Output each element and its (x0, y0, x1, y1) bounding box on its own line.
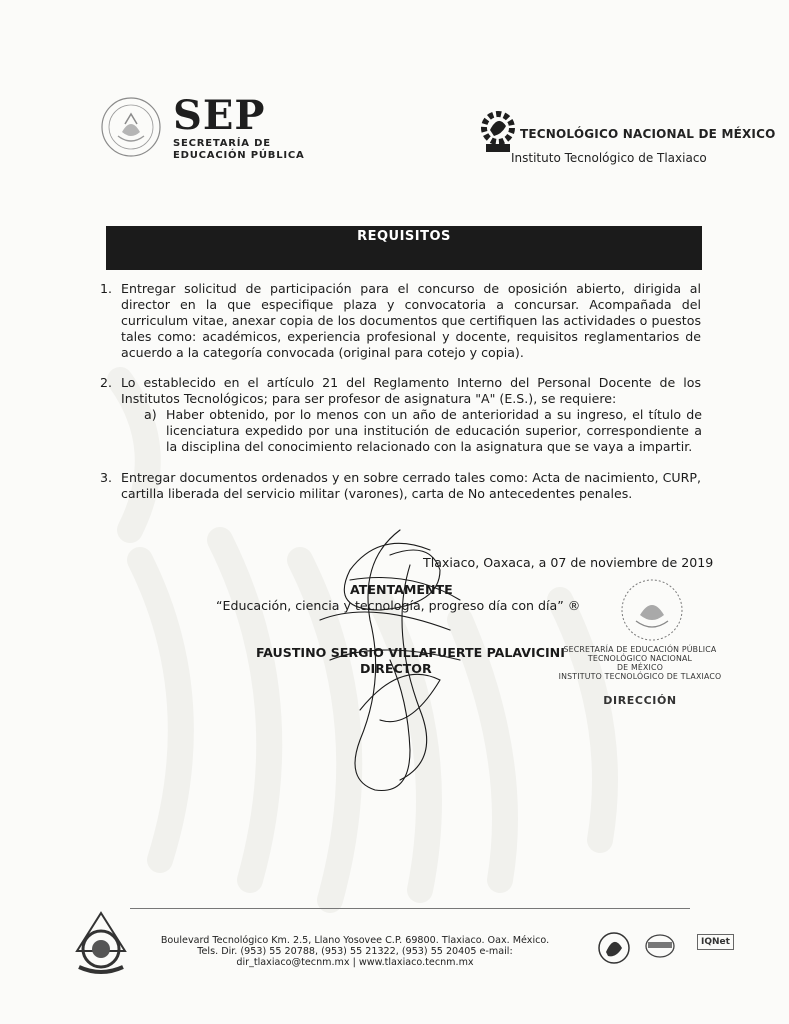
handwritten-signature (290, 510, 480, 800)
footer-divider (130, 908, 690, 909)
stamp-seal-icon (618, 577, 686, 643)
requirement-1-text: Entregar solicitud de participación para el concurso de oposición abierto, dirigida al director en la que especifique plaza y convocatoria a concursar. Acompañada del curriculum vitae, anexar copia de los documentos que certifiquen las actividades o puestos tales como: académicos, experiencia profesional y docente, requisitos reglamentarios de acuerdo a la categoría convocada (original para cotejo y copia). (121, 281, 701, 360)
mexico-seal-icon (100, 96, 162, 158)
requirement-1-number: 1. (100, 281, 113, 296)
sep-subtitle-line1: SECRETARÍA DE (173, 138, 271, 149)
place-date: Tlaxiaco, Oaxaca, a 07 de noviembre de 2019 (423, 555, 714, 570)
stamp-line2: TECNOLÓGICO NACIONAL (587, 654, 693, 663)
footer-phones: Tels. Dir. (953) 55 20788, (953) 55 21322, (953) 55 20405 e-mail: (197, 946, 513, 957)
footer-email-web: dir_tlaxiaco@tecnm.mx | www.tlaxiaco.tecnm.mx (236, 957, 474, 968)
stamp-text (545, 645, 735, 681)
requirement-2a-text: Haber obtenido, por lo menos con un año de anterioridad a su ingreso, el título de licenciatura expedido por una institución de educación superior, correspondiente a la disciplina del conocimiento relacionado con la asignatura que se vaya a impartir. (166, 407, 702, 454)
sep-subtitle-line2: EDUCACIÓN PÚBLICA (173, 150, 305, 161)
signer-role: DIRECTOR (360, 661, 432, 676)
section-title: REQUISITOS (357, 229, 451, 244)
sep-subtitle (173, 138, 305, 162)
requirement-3-number: 3. (100, 470, 113, 485)
salutation: ATENTAMENTE (350, 582, 453, 597)
requirement-2-number: 2. (100, 375, 113, 390)
institute-emblem-icon (73, 911, 129, 975)
tecnm-title: TECNOLÓGICO NACIONAL DE MÉXICO (520, 127, 776, 141)
sep-title: SEP (173, 92, 266, 139)
iqnet-badge: IQNet (697, 934, 734, 950)
signer-name: FAUSTINO SERGIO VILLAFUERTE PALAVICINI (256, 645, 565, 660)
stamp-line1: SECRETARÍA DE EDUCACIÓN PÚBLICA (563, 645, 717, 654)
stamp-line3: DE MÉXICO (616, 663, 664, 672)
institutional-motto: “Educación, ciencia y tecnología, progreso día con día” ® (216, 598, 581, 613)
footer-address: Boulevard Tecnológico Km. 2.5, Llano Yosovee C.P. 69800. Tlaxiaco. Oax. México. (160, 935, 550, 946)
requirement-2-text: Lo establecido en el artículo 21 del Reglamento Interno del Personal Docente de los Institutos Tecnológicos; para ser profesor de asignatura "A" (E.S.), se requiere: (121, 375, 701, 406)
stamp-line4: INSTITUTO TECNOLÓGICO DE TLAXIACO (558, 672, 722, 681)
tecnm-logo-icon (478, 104, 518, 156)
tecnm-subtitle: Instituto Tecnológico de Tlaxiaco (511, 151, 707, 165)
stamp-department: DIRECCIÓN (603, 694, 677, 707)
requirement-2a-letter: a) (144, 407, 157, 422)
requirement-3-text: Entregar documentos ordenados y en sobre cerrado tales como: Acta de nacimiento, CURP, cartilla liberada del servicio militar (varones), carta de No antecedentes penales. (121, 470, 701, 501)
footer-contact (140, 935, 570, 968)
